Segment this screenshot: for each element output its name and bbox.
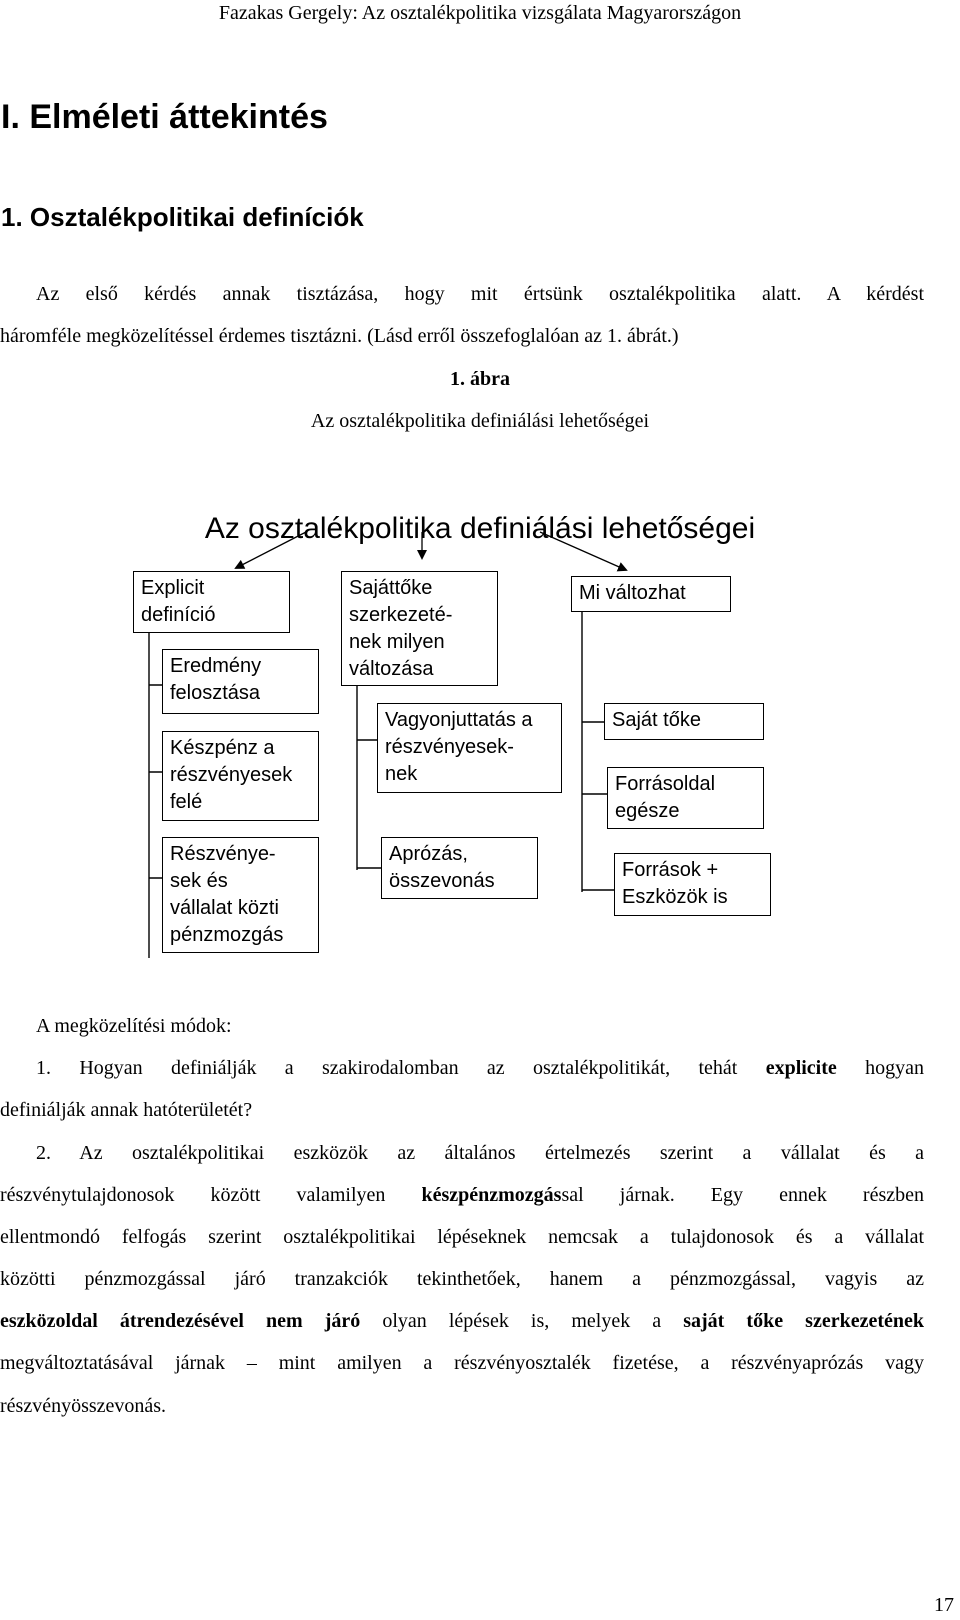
heading-2: 1. Osztalékpolitikai definíciók bbox=[1, 202, 364, 232]
p1-line-1: 1. Hogyan definiálják a szakirodalomban az osztalékpolitikát, tehát explicite hogyan bbox=[36, 1057, 924, 1079]
col3-header-box: Mi változhat bbox=[571, 576, 731, 612]
p2-line-2: részvénytulajdonosok között valamilyen készpénzmozgással járnak. Egy ennek részben bbox=[0, 1184, 924, 1206]
page-number: 17 bbox=[934, 1594, 954, 1616]
p2-line-4: közötti pénzmozgással járó tranzakciók tekinthetőek, hanem a pénzmozgással, vagyis az bbox=[0, 1268, 924, 1290]
col1-header-box: Explicit definíció bbox=[133, 571, 290, 633]
col1-item-3-box: Részvénye- sek és vállalat közti pénzmozgás bbox=[162, 837, 319, 953]
col1-connector bbox=[149, 633, 162, 958]
running-header: Fazakas Gergely: Az osztalékpolitika vizsgálata Magyarországon bbox=[218, 2, 742, 24]
col2-header-box: Sajáttőke szerkezeté- nek milyen változása bbox=[341, 571, 498, 686]
col2-item-2-box: Aprózás, összevonás bbox=[381, 837, 538, 899]
col3-connector bbox=[582, 610, 614, 892]
approaches-label: A megközelítési módok: bbox=[36, 1015, 232, 1037]
heading-1: I. Elméleti áttekintés bbox=[1, 98, 328, 136]
p2-line-1: 2. Az osztalékpolitikai eszközök az általános értelmezés szerint a vállalat és a bbox=[36, 1142, 924, 1164]
figure-number: 1. ábra bbox=[450, 368, 510, 390]
col3-item-1-box: Saját tőke bbox=[604, 703, 764, 740]
col2-item-1-box: Vagyonjuttatás a részvényesek- nek bbox=[377, 703, 562, 793]
arrow-right bbox=[540, 532, 626, 570]
col3-item-2-box: Forrásoldal egésze bbox=[607, 767, 764, 829]
p2-line-7: részvényösszevonás. bbox=[0, 1395, 167, 1417]
diagram-title: Az osztalékpolitika definiálási lehetőségei bbox=[204, 512, 756, 545]
p2-line-6: megváltoztatásával járnak – mint amilyen a részvényosztalék fizetése, a részvényaprózás vagy bbox=[0, 1352, 924, 1374]
col1-item-1-box: Eredmény felosztása bbox=[162, 649, 319, 714]
p1-line-2: definiálják annak hatóterületét? bbox=[0, 1099, 253, 1121]
col3-item-3-box: Források + Eszközök is bbox=[614, 853, 771, 916]
figure-caption: Az osztalékpolitika definiálási lehetőségei bbox=[310, 410, 650, 432]
intro-line-1: Az első kérdés annak tisztázása, hogy mit értsünk osztalékpolitika alatt. A kérdést bbox=[36, 283, 924, 305]
col1-item-2-box: Készpénz a részvényesek felé bbox=[162, 731, 319, 821]
arrow-left bbox=[236, 532, 306, 568]
p2-line-3: ellentmondó felfogás szerint osztalékpolitikai lépéseknek nemcsak a tulajdonosok és a vállalat bbox=[0, 1226, 924, 1248]
intro-line-2: háromféle megközelítéssel érdemes tisztázni. (Lásd erről összefoglalóan az 1. ábrát.) bbox=[0, 325, 679, 347]
p2-line-5: eszközoldal átrendezésével nem járó olyan lépések is, melyek a saját tőke szerkezetének bbox=[0, 1310, 924, 1332]
